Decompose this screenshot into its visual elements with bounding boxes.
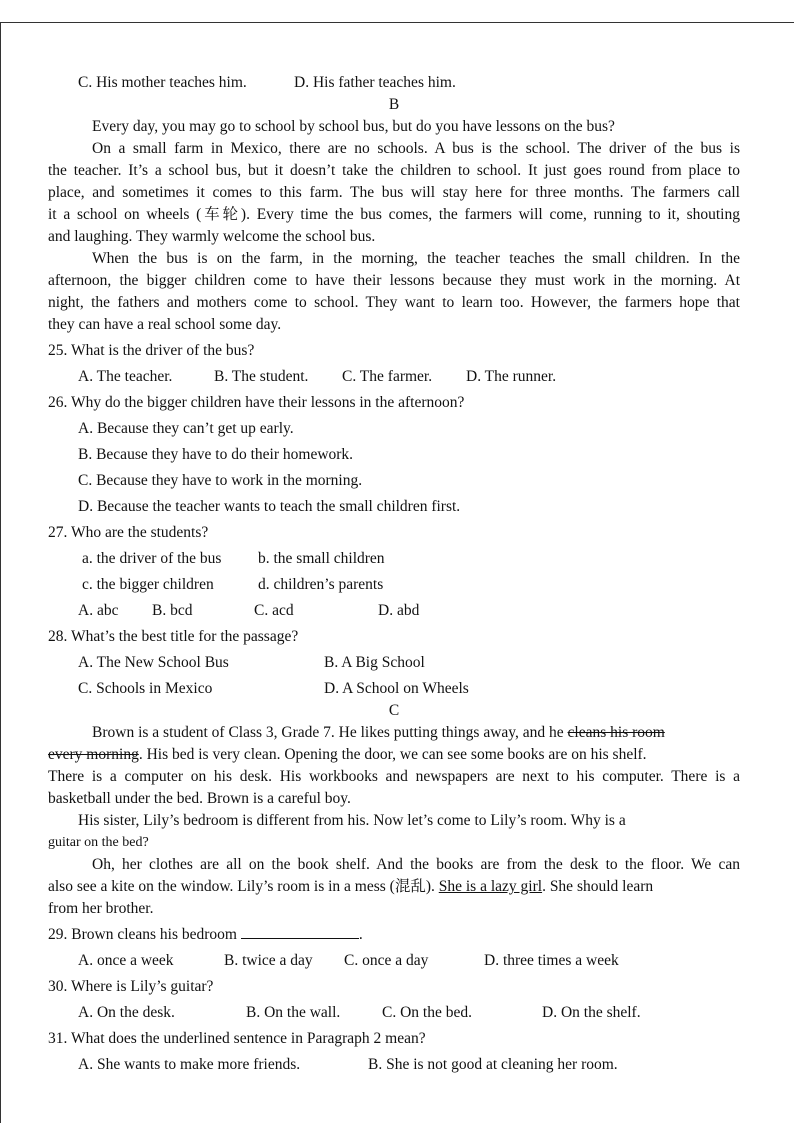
question-30-stem: 30. Where is Lily’s guitar? [48, 978, 214, 995]
paragraph-line: night, the fathers and mothers come to school. They want to learn too. However, the farmers hope that [48, 294, 740, 311]
struck-text: every morning [48, 746, 139, 763]
item-d: d. children’s parents [258, 576, 384, 593]
section-b-paragraph-3 [48, 248, 740, 336]
paragraph-line [48, 744, 740, 766]
struck-text: cleans his room [567, 724, 665, 741]
question-29-options [48, 950, 740, 972]
option-b: B. The student. [214, 368, 309, 385]
paragraph-line: place, and sometimes it comes to this farm. The bus will stay here for three months. The farmers call [48, 184, 740, 201]
question-25-stem: 25. What is the driver of the bus? [48, 342, 255, 359]
section-c-paragraph-2 [48, 810, 740, 854]
question-27-stem: 27. Who are the students? [48, 524, 209, 541]
option-b: B. She is not good at cleaning her room. [368, 1056, 618, 1073]
option-a: A. once a week [78, 952, 174, 969]
paragraph-line: basketball under the bed. Brown is a careful boy. [48, 790, 351, 807]
option-c: C. On the bed. [382, 1004, 472, 1021]
paragraph-line: and laughing. They warmly welcome the school bus. [48, 228, 376, 245]
paragraph-line: the teacher. It’s a school bus, but it doesn’t take the children to school. It just goes round from place to [48, 162, 740, 179]
item-a: a. the driver of the bus [82, 550, 222, 567]
option-d: D. Because the teacher wants to teach the small children first. [78, 498, 461, 515]
prev-question-options [48, 72, 740, 94]
item-c: c. the bigger children [82, 576, 214, 593]
paragraph-line: On a small farm in Mexico, there are no schools. A bus is the school. The driver of the bus is [92, 140, 740, 157]
option-d: D. On the shelf. [542, 1004, 641, 1021]
option-a: A. The teacher. [78, 368, 173, 385]
question-31-stem: 31. What does the underlined sentence in Paragraph 2 mean? [48, 1030, 426, 1047]
option-d: D. A School on Wheels [324, 680, 469, 697]
option-a: A. She wants to make more friends. [78, 1056, 301, 1073]
option-b: B. A Big School [324, 654, 425, 671]
underlined-sentence: She is a lazy girl [438, 878, 543, 895]
paragraph-line: His sister, Lily’s bedroom is different from his. Now let’s come to Lily’s room. Why is a [78, 812, 626, 829]
section-b-paragraph-1: Every day, you may go to school by school bus, but do you have lessons on the bus? [92, 118, 615, 135]
text: Brown is a student of Class 3, Grade 7. He likes putting things away, and he [92, 724, 568, 741]
exam-page [48, 72, 740, 1076]
paragraph-line: afternoon, the bigger children come to have their lessons because they must work in the morning. At [48, 272, 740, 289]
section-b-heading: B [388, 96, 400, 113]
question-29 [48, 924, 740, 946]
question-30-options [48, 1002, 740, 1024]
question-27-options [48, 600, 740, 622]
option-a: A. On the desk. [78, 1004, 175, 1021]
question-27-items-row-1 [48, 548, 740, 570]
option-d: D. three times a week [484, 952, 619, 969]
prev-option-d: D. His father teaches him. [294, 74, 456, 91]
option-b: B. Because they have to do their homework. [78, 446, 354, 463]
paragraph-line [48, 722, 740, 744]
question-28-options-row-1 [48, 652, 740, 674]
option-b: B. bcd [152, 602, 193, 619]
paragraph-line: guitar on the bed? [48, 835, 149, 850]
paragraph-line: There is a computer on his desk. His workbooks and newspapers are next to his computer. There is a [48, 768, 740, 785]
option-b: B. On the wall. [246, 1004, 341, 1021]
section-c-paragraph-1 [48, 722, 740, 810]
option-c: C. Because they have to work in the morning. [78, 472, 363, 489]
question-26-stem: 26. Why do the bigger children have their lessons in the afternoon? [48, 394, 465, 411]
question-29-end: . [358, 926, 363, 943]
option-c: C. acd [254, 602, 294, 619]
paragraph-line: When the bus is on the farm, in the morning, the teacher teaches the small children. In the [92, 250, 740, 267]
option-a: A. The New School Bus [78, 654, 229, 671]
section-c-heading: C [388, 702, 400, 719]
text: also see a kite on the window. Lily’s room is in a mess (混乱). [48, 878, 439, 895]
prev-option-c: C. His mother teaches him. [78, 74, 247, 91]
paragraph-line [48, 876, 740, 898]
option-a: A. abc [78, 602, 119, 619]
question-29-stem: 29. Brown cleans his bedroom [48, 926, 237, 943]
text: . His bed is very clean. Opening the door, we can see some books are on his shelf. [138, 746, 647, 763]
option-d: D. abd [378, 602, 420, 619]
paragraph-line: from her brother. [48, 900, 154, 917]
option-d: D. The runner. [466, 368, 557, 385]
option-b: B. twice a day [224, 952, 313, 969]
option-c: C. The farmer. [342, 368, 433, 385]
item-b: b. the small children [258, 550, 385, 567]
option-c: C. Schools in Mexico [78, 680, 213, 697]
paragraph-line: they can have a real school some day. [48, 316, 282, 333]
page-top-border [0, 22, 794, 23]
option-a: A. Because they can’t get up early. [78, 420, 294, 437]
question-31-options [48, 1054, 740, 1076]
paragraph-line: it a school on wheels (车轮). Every time the bus comes, the farmers will come, running to it, shouting [48, 206, 740, 223]
option-c: C. once a day [344, 952, 429, 969]
text: . She should learn [542, 878, 654, 895]
question-27-items-row-2 [48, 574, 740, 596]
paragraph-line: Oh, her clothes are all on the book shelf. And the books are from the desk to the floor. We can [92, 856, 740, 873]
question-28-options-row-2 [48, 678, 740, 700]
question-28-stem: 28. What’s the best title for the passage? [48, 628, 299, 645]
section-c-paragraph-3 [48, 854, 740, 920]
question-25-options [48, 366, 740, 388]
answer-blank[interactable] [241, 924, 359, 939]
page-left-border [0, 22, 1, 1123]
section-b-paragraph-2 [48, 138, 740, 248]
